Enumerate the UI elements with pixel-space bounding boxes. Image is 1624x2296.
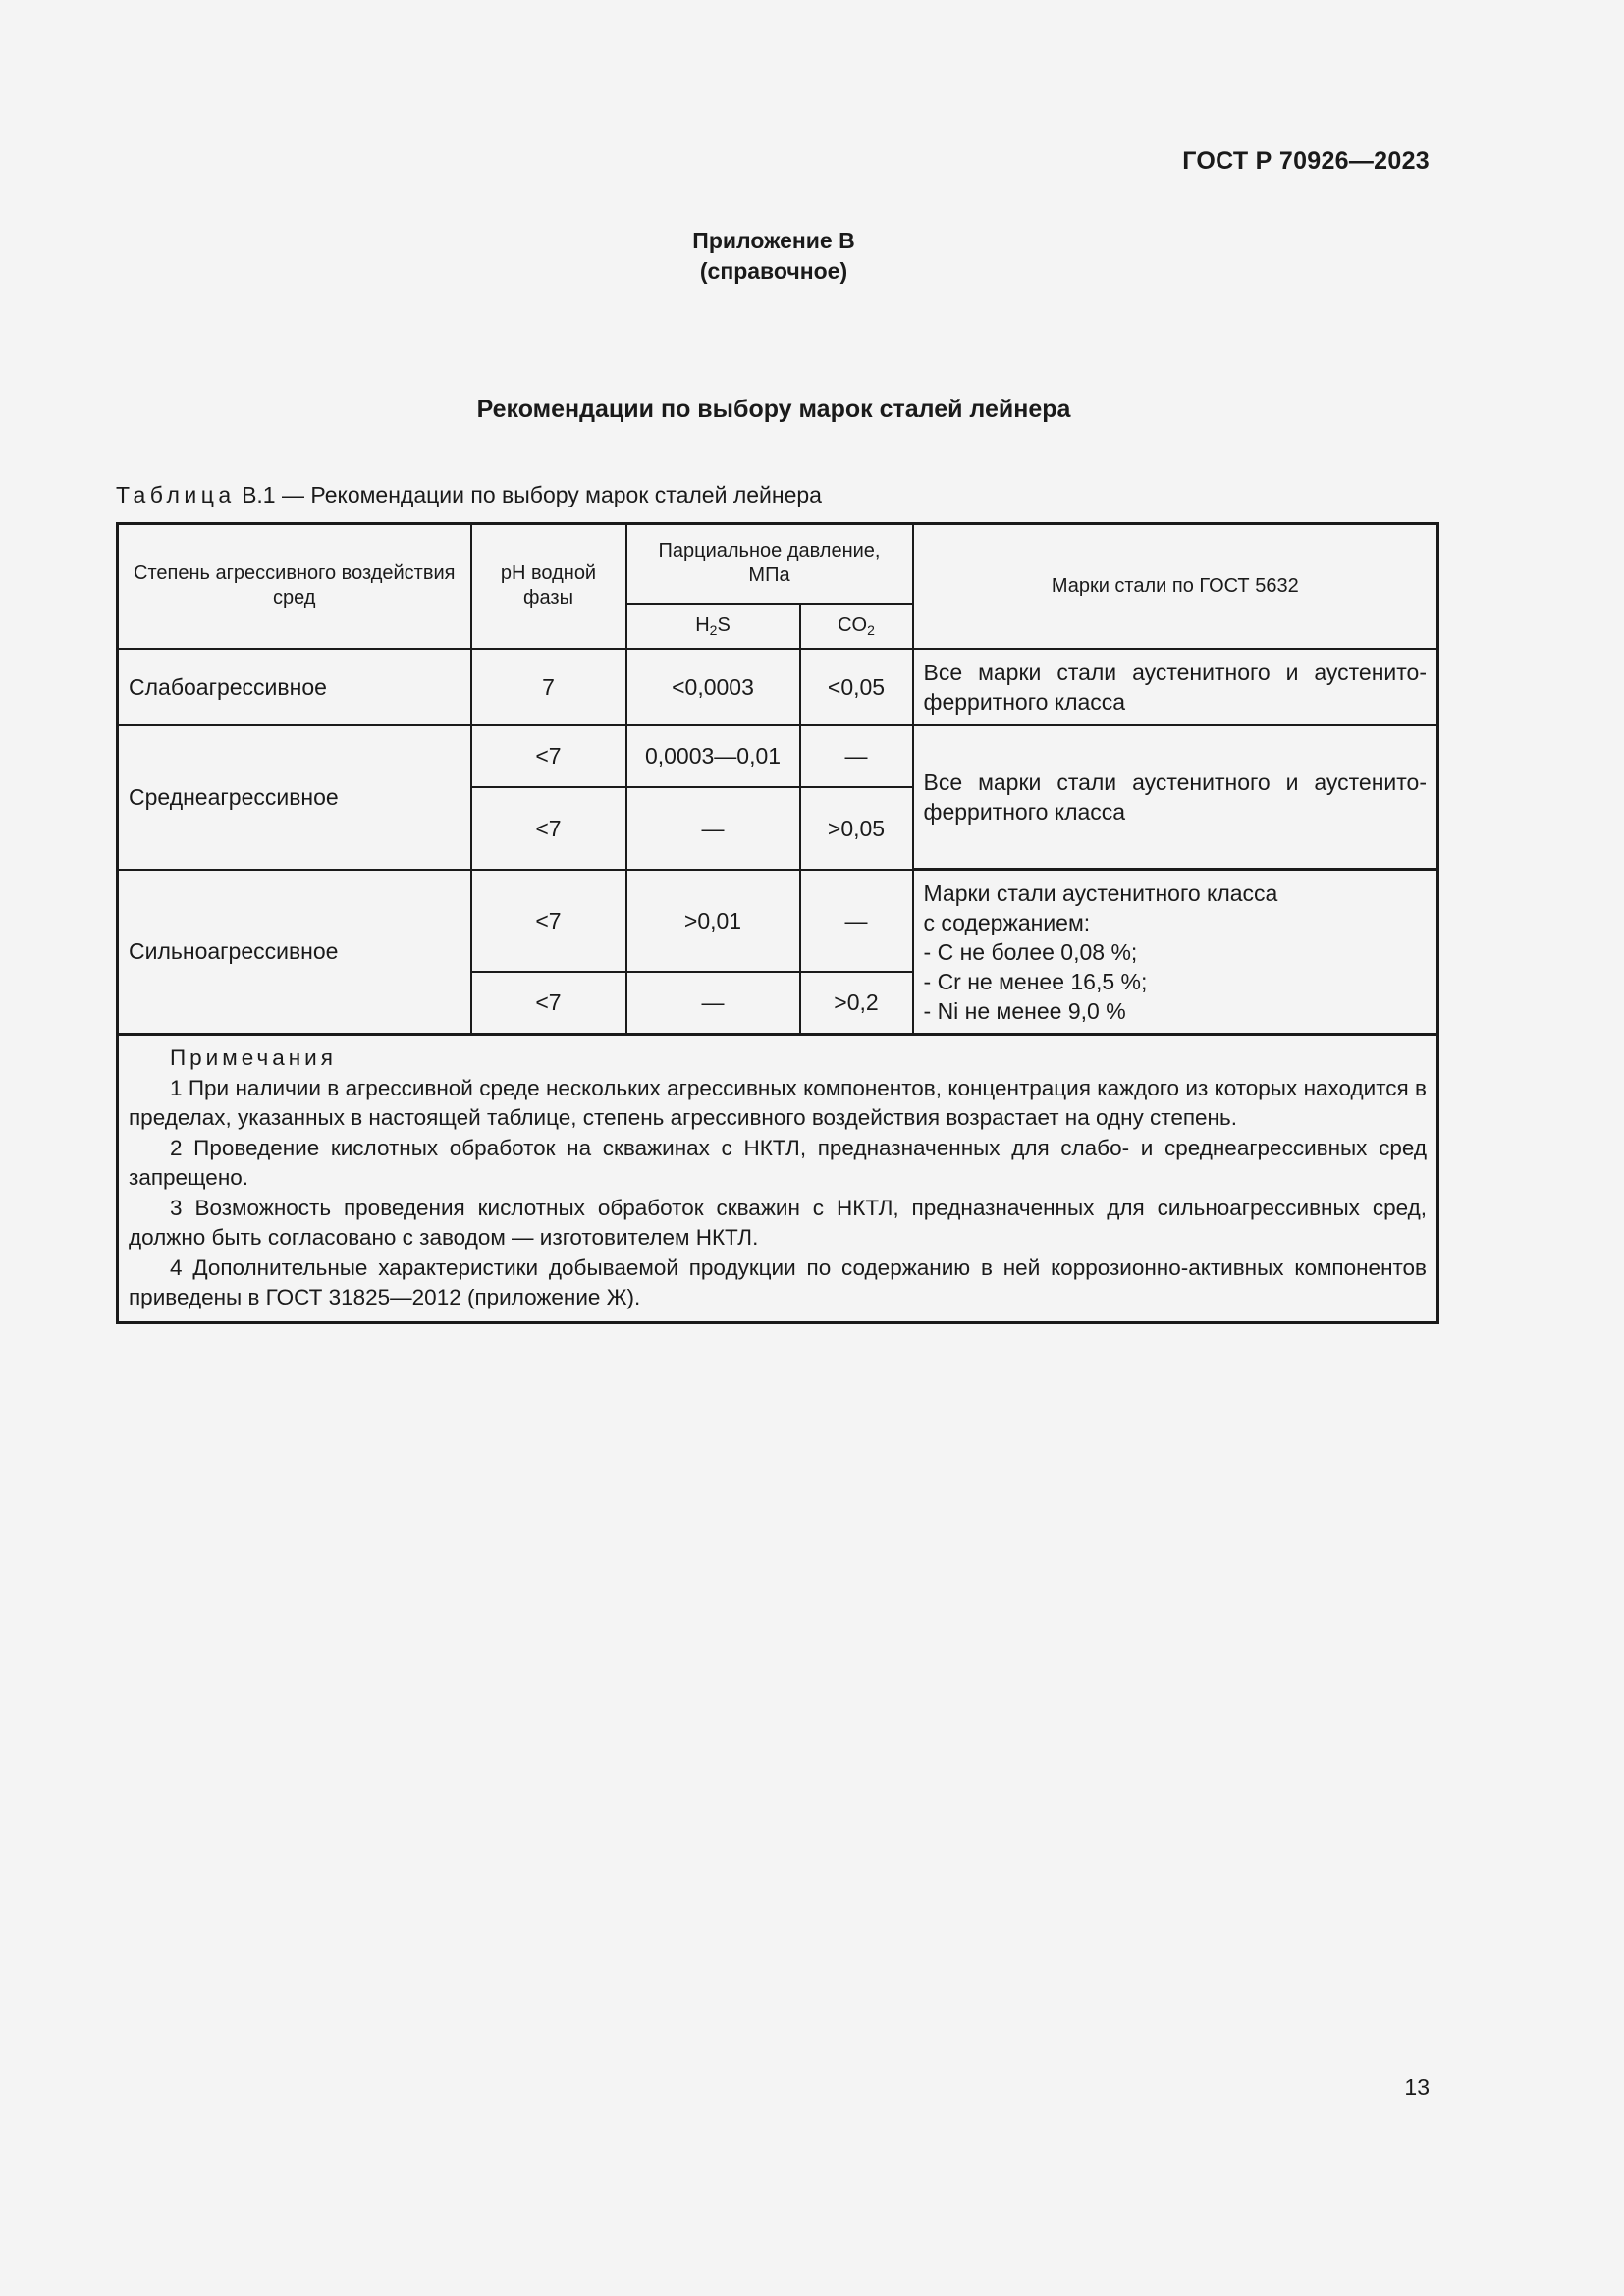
- appendix-kind: (справочное): [699, 258, 848, 284]
- degree-cell: Среднеагрессивное: [118, 725, 471, 870]
- degree-cell: Сильноагрессивное: [118, 870, 471, 1035]
- steel-line: - Ni не менее 9,0 %: [923, 997, 1126, 1024]
- steel-grade-cell: Все марки стали аустенитного и аустенито-ферритного класса: [913, 725, 1438, 870]
- table-caption-label: Таблица: [116, 482, 236, 507]
- h2s-cell: >0,01: [626, 870, 800, 972]
- steel-line: - С не более 0,08 %;: [923, 938, 1138, 965]
- co2-cell: >0,05: [800, 787, 913, 870]
- h2s-cell: —: [626, 972, 800, 1035]
- steel-line: - Cr не менее 16,5 %;: [923, 968, 1148, 994]
- header-pressure: Парциальное давление, МПа: [626, 524, 913, 604]
- ph-cell: <7: [471, 972, 626, 1035]
- table-caption: [116, 482, 822, 508]
- note-item: 2 Проведение кислотных обработок на скважинах с НКТЛ, предназначенных для слабо- и среднеагрессивных сред запрещено.: [129, 1135, 1428, 1190]
- steel-line: Марки стали аустенитного класса: [923, 880, 1278, 906]
- co2-cell: —: [800, 725, 913, 787]
- note-item: 4 Дополнительные характеристики добываемой продукции по содержанию в ней коррозионно-активных компонентов приведены в ГОСТ 31825—2012 (приложение Ж).: [129, 1255, 1428, 1309]
- header-co2-main: CO: [838, 614, 868, 636]
- degree-cell: Слабоагрессивное: [118, 649, 471, 725]
- page-number: 13: [1404, 2074, 1430, 2100]
- header-co2: [800, 604, 913, 649]
- header-co2-sub: 2: [867, 622, 875, 638]
- header-h2s-main: H: [695, 614, 710, 636]
- co2-cell: —: [800, 870, 913, 972]
- header-steel-grades: Марки стали по ГОСТ 5632: [913, 524, 1438, 649]
- section-title: Рекомендации по выбору марок сталей лейнера: [476, 396, 1071, 423]
- ph-cell: 7: [471, 649, 626, 725]
- co2-cell: >0,2: [800, 972, 913, 1035]
- notes-heading: Примечания: [170, 1045, 337, 1070]
- steel-grade-cell: [913, 870, 1438, 1035]
- h2s-cell: 0,0003—0,01: [626, 725, 800, 787]
- co2-cell: <0,05: [800, 649, 913, 725]
- h2s-cell: <0,0003: [626, 649, 800, 725]
- steel-grade-cell: Все марки стали аустенитного и аустенито-ферритного класса: [913, 649, 1438, 725]
- h2s-cell: —: [626, 787, 800, 870]
- note-item: 1 При наличии в агрессивной среде нескольких агрессивных компонентов, концентрация каждого из которых находится в пределах, указанных в настоящей таблице, степень агрессивного воздействия возрастает на одну степень.: [129, 1075, 1428, 1130]
- header-h2s: [626, 604, 800, 649]
- header-degree: Степень агрессивного воздействия сред: [118, 524, 471, 649]
- ph-cell: <7: [471, 870, 626, 972]
- header-h2s-sub: 2: [709, 622, 718, 638]
- header-h2s-tail: S: [717, 614, 731, 636]
- header-ph: рН водной фазы: [471, 524, 626, 649]
- notes-block: [118, 1035, 1438, 1323]
- ph-cell: <7: [471, 787, 626, 870]
- steel-grade-table: [116, 522, 1439, 1324]
- document-code: ГОСТ Р 70926—2023: [1182, 147, 1430, 175]
- appendix-title: Приложение В: [692, 228, 855, 253]
- steel-line: с содержанием:: [923, 909, 1091, 935]
- ph-cell: <7: [471, 725, 626, 787]
- note-item: 3 Возможность проведения кислотных обработок скважин с НКТЛ, предназначенных для сильноагрессивных сред, должно быть согласовано с заводом — изготовителем НКТЛ.: [129, 1195, 1428, 1250]
- table-caption-text: В.1 — Рекомендации по выбору марок сталей лейнера: [235, 482, 822, 507]
